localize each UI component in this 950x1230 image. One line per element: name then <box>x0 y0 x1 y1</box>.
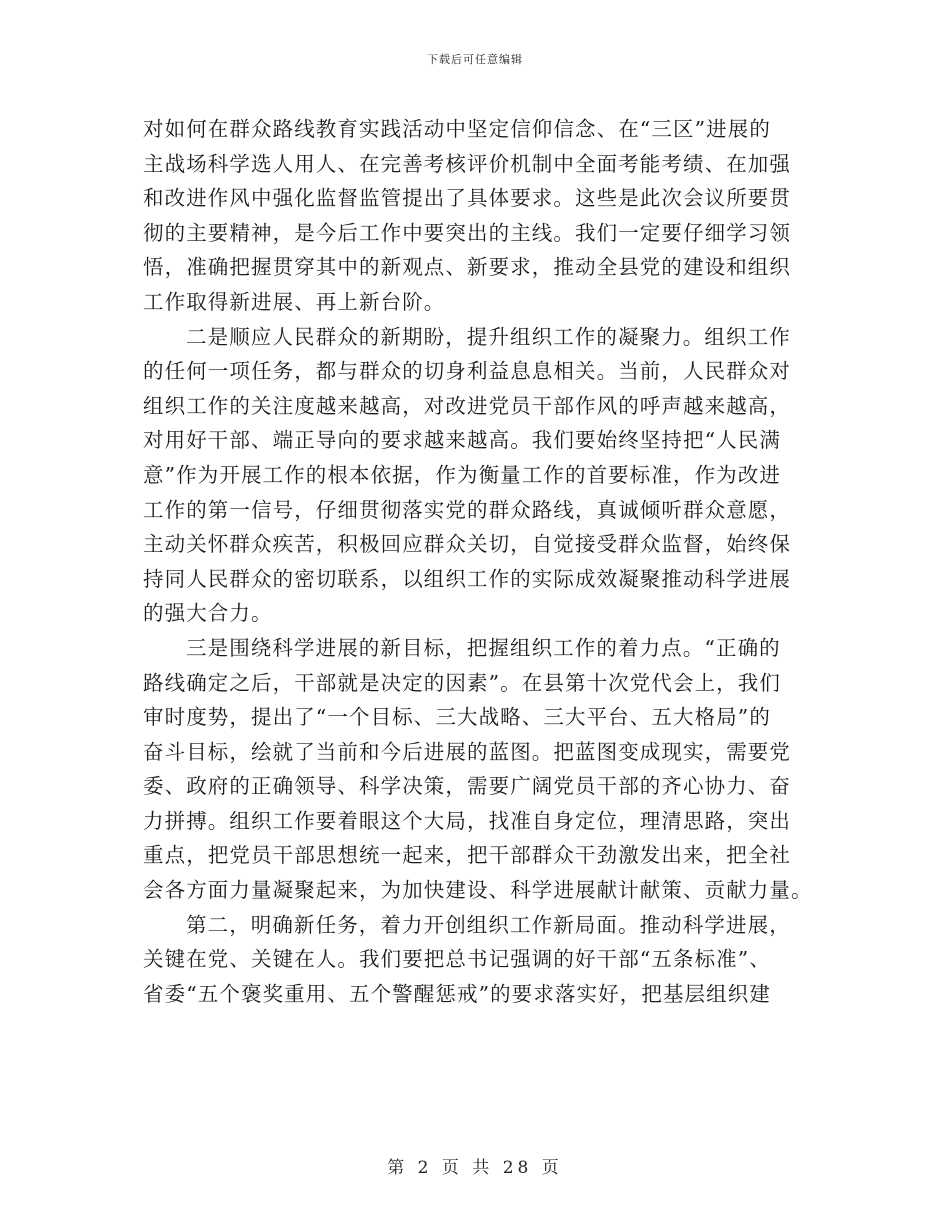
text-line: 彻的主要精神，是今后工作中要突出的主线。我们一定要仔细学习领 <box>143 220 791 245</box>
text-line: 对如何在群众路线教育实践活动中坚定信仰信念、在“三区”进展的 <box>143 117 771 141</box>
text-line: 意”作为开展工作的根本依据，作为衡量工作的首要标准，作为改进 <box>143 462 781 487</box>
paragraph <box>143 320 807 631</box>
text-line: 的任何一项任务，都与群众的切身利益息息相关。当前，人民群众对 <box>143 359 791 384</box>
text-line: 省委“五个褒奖重用、五个警醒惩戒”的要求落实好，把基层组织建 <box>143 981 771 1006</box>
text-line: 路线确定之后，干部就是决定的因素”。在县第十次党代会上，我们 <box>143 670 781 695</box>
text-line: 悟，准确把握贯穿其中的新观点、新要求，推动全县党的建设和组织 <box>143 255 791 280</box>
text-line: 委、政府的正确领导、科学决策，需要广阔党员干部的齐心协力、奋 <box>143 774 791 799</box>
text-line: 主动关怀群众疾苦，积极回应群众关切，自觉接受群众监督，始终保 <box>143 532 791 557</box>
text-line: 和改进作风中强化监督监管提出了具体要求。这些是此次会议所要贯 <box>143 186 791 211</box>
text-line: 工作取得新进展、再上新台阶。 <box>143 289 446 314</box>
paragraph <box>143 631 813 908</box>
text-line: 对用好干部、端正导向的要求越来越高。我们要始终坚持把“人民满 <box>143 428 781 453</box>
page-number-footer: 第 2 页 共 28 页 <box>387 1158 563 1178</box>
text-line: 三是围绕科学进展的新目标，把握组织工作的着力点。“正确的 <box>186 635 781 660</box>
text-line: 组织工作的关注度越来越高，对改进党员干部作风的呼声越来越高， <box>143 393 791 418</box>
text-line: 力拼搏。组织工作要着眼这个大局，找准自身定位，理清思路，突出 <box>143 808 791 833</box>
text-line: 工作的第一信号，仔细贯彻落实党的群众路线，真诚倾听群众意愿， <box>143 497 791 522</box>
text-line: 关键在党、关键在人。我们要把总书记强调的好干部“五条标准”、 <box>143 947 771 972</box>
paragraph <box>143 908 807 1012</box>
text-line: 第二，明确新任务，着力开创组织工作新局面。推动科学进展， <box>186 912 791 937</box>
document-body <box>143 112 813 1011</box>
text-line: 的强大合力。 <box>143 601 273 626</box>
text-line: 持同人民群众的密切联系，以组织工作的实际成效凝聚推动科学进展 <box>143 566 791 591</box>
text-line: 二是顺应人民群众的新期盼，提升组织工作的凝聚力。组织工作 <box>186 324 791 349</box>
text-line: 会各方面力量凝聚起来，为加快建设、科学进展献计献策、贡献力量。 <box>143 878 813 903</box>
text-line: 重点，把党员干部思想统一起来，把干部群众干劲激发出来，把全社 <box>143 843 791 868</box>
text-line: 奋斗目标，绘就了当前和今后进展的蓝图。把蓝图变成现实，需要党 <box>143 739 791 764</box>
text-line: 主战场科学选人用人、在完善考核评价机制中全面考能考绩、在加强 <box>143 151 791 176</box>
page-header: 下载后可任意编辑 <box>427 53 523 66</box>
text-line: 审时度势，提出了“一个目标、三大战略、三大平台、五大格局”的 <box>143 705 771 730</box>
paragraph <box>143 112 807 320</box>
